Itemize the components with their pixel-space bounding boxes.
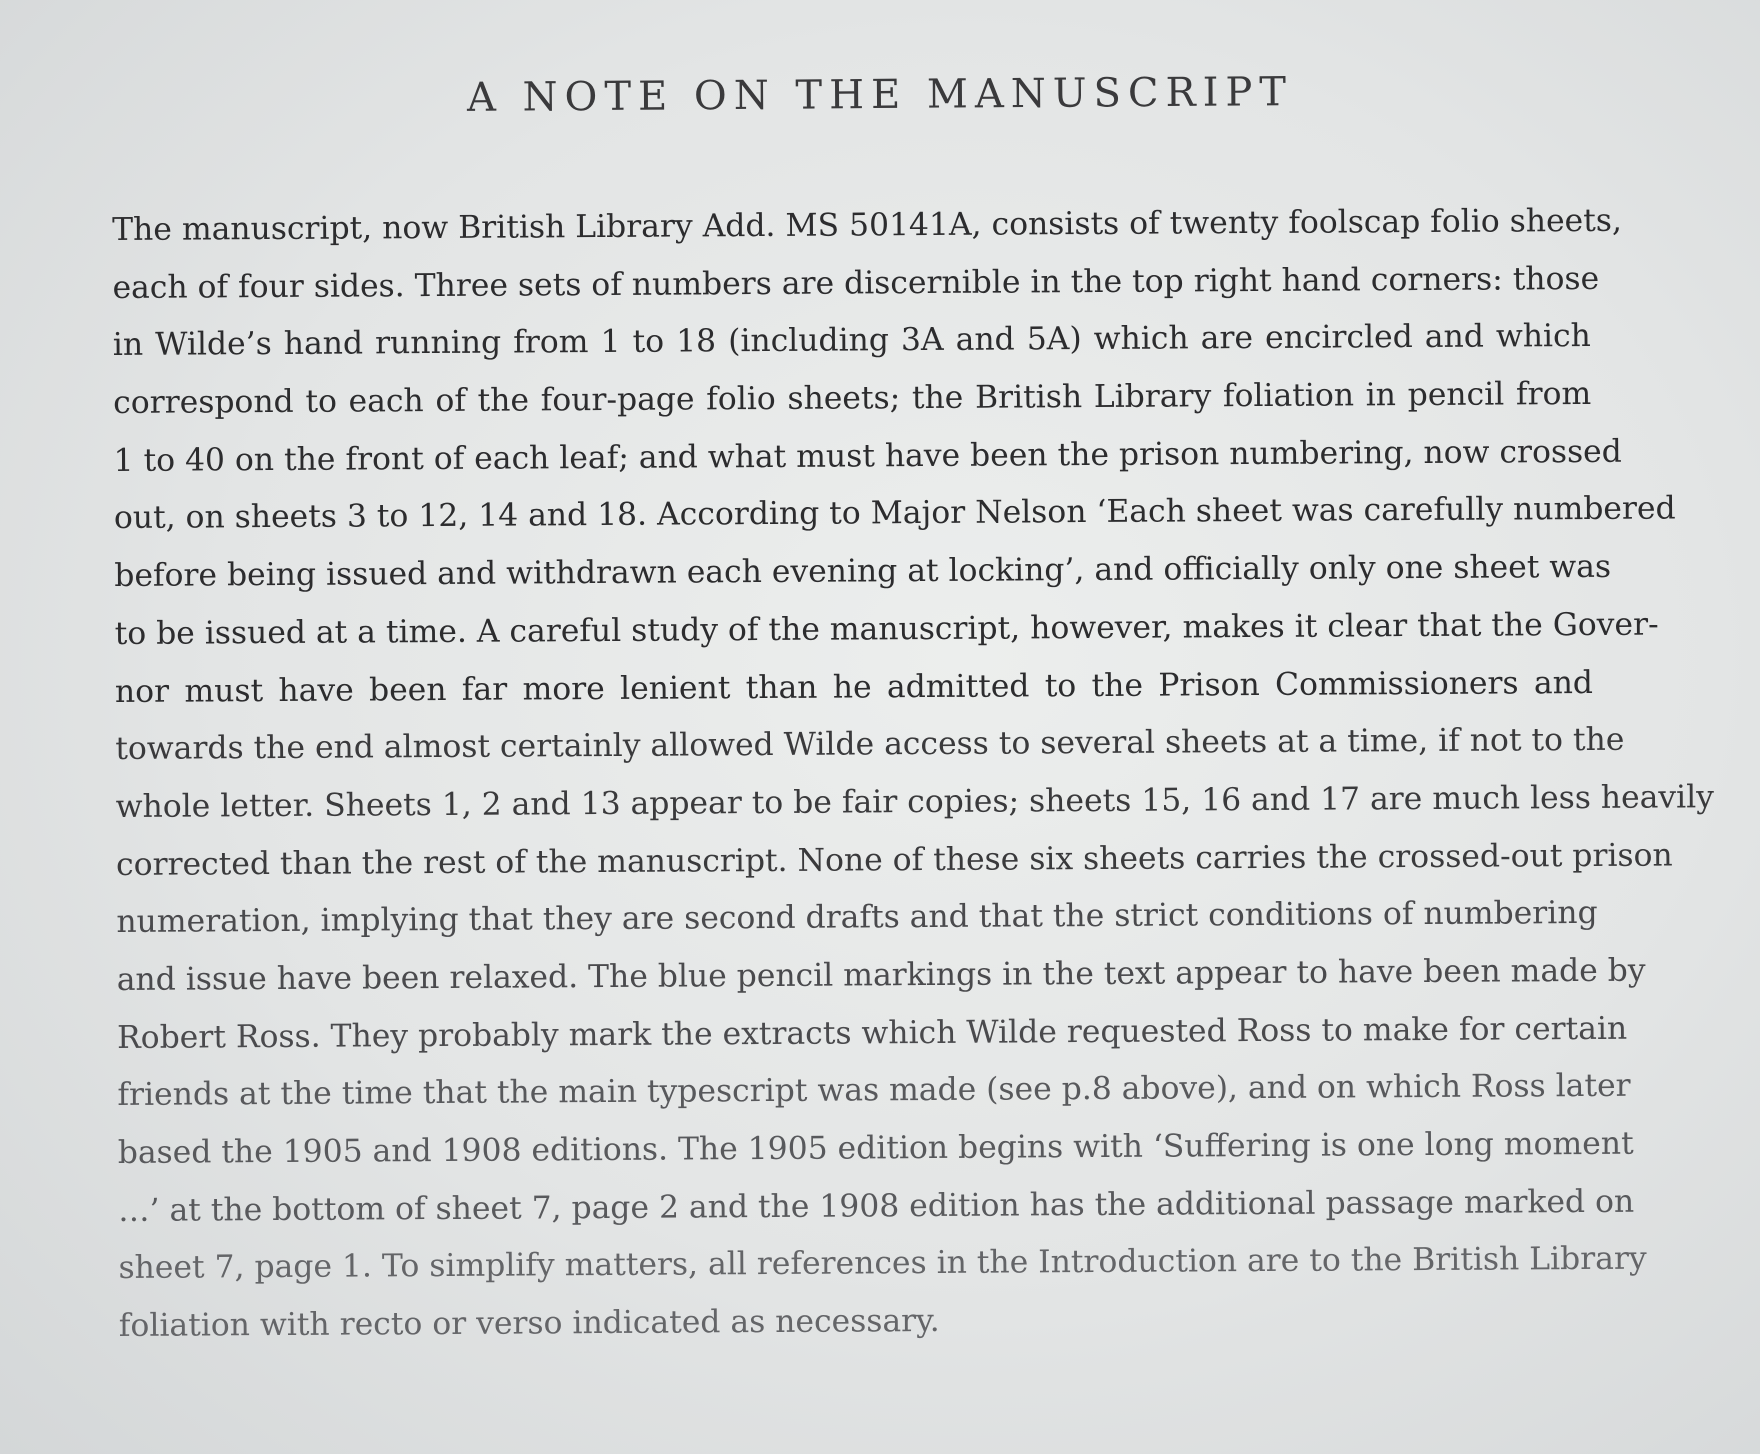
text-line: Robert Ross. They probably mark the extracts which Wilde requested Ross to make for certain (116, 1010, 1628, 1056)
page-title: A NOTE ON THE MANUSCRIPT (466, 69, 1294, 121)
body-paragraph (112, 193, 1715, 1356)
text-line: whole letter. Sheets 1, 2 and 13 appear to be fair copies; sheets 15, 16 and 17 are much less heavily (115, 779, 1715, 825)
text-line: sheet 7, page 1. To simplify matters, all references in the Introduction are to the British Library (118, 1241, 1647, 1287)
text-line: towards the end almost certainly allowed Wilde access to several sheets at a time, if not to the (115, 721, 1625, 768)
text-line: and issue have been relaxed. The blue pencil markings in the text appear to have been made by (116, 952, 1646, 998)
text-line: to be issued at a time. A careful study of the manuscript, however, makes it clear that the Gover- (114, 606, 1659, 652)
text-line: corrected than the rest of the manuscript. None of these six sheets carries the crossed-out prison (115, 837, 1673, 883)
text-line: foliation with recto or verso indicated as necessary. (118, 1303, 940, 1345)
text-line: friends at the time that the main typescript was made (see p.8 above), and on which Ross later (117, 1068, 1631, 1114)
text-line: numeration, implying that they are second drafts and that the strict conditions of numbering (116, 895, 1598, 941)
text-line: each of four sides. Three sets of numbers are discernible in the top right hand corners: those (112, 260, 1600, 306)
text-line: 1 to 40 on the front of each leaf; and what must have been the prison numbering, now crossed (113, 433, 1622, 479)
text-line: The manuscript, now British Library Add. MS 50141A, consists of twenty foolscap folio sheets, (112, 202, 1623, 248)
text-line: out, on sheets 3 to 12, 14 and 18. According to Major Nelson ‘Each sheet was carefully numbered (113, 490, 1676, 537)
text-line: correspond to each of the four-page folio sheets; the British Library foliation in pencil from (113, 376, 1592, 422)
text-line: before being issued and withdrawn each evening at locking’, and officially only one sheet was (114, 548, 1612, 595)
text-line: based the 1905 and 1908 editions. The 1905 edition begins with ‘Suffering is one long moment (117, 1125, 1634, 1171)
text-line: …’ at the bottom of sheet 7, page 2 and the 1908 edition has the additional passage marked on (118, 1183, 1635, 1229)
text-line: nor must have been far more lenient than he admitted to the Prison Commissioners and (114, 664, 1594, 710)
text-line: in Wilde’s hand running from 1 to 18 (including 3A and 5A) which are encircled and which (112, 318, 1591, 364)
